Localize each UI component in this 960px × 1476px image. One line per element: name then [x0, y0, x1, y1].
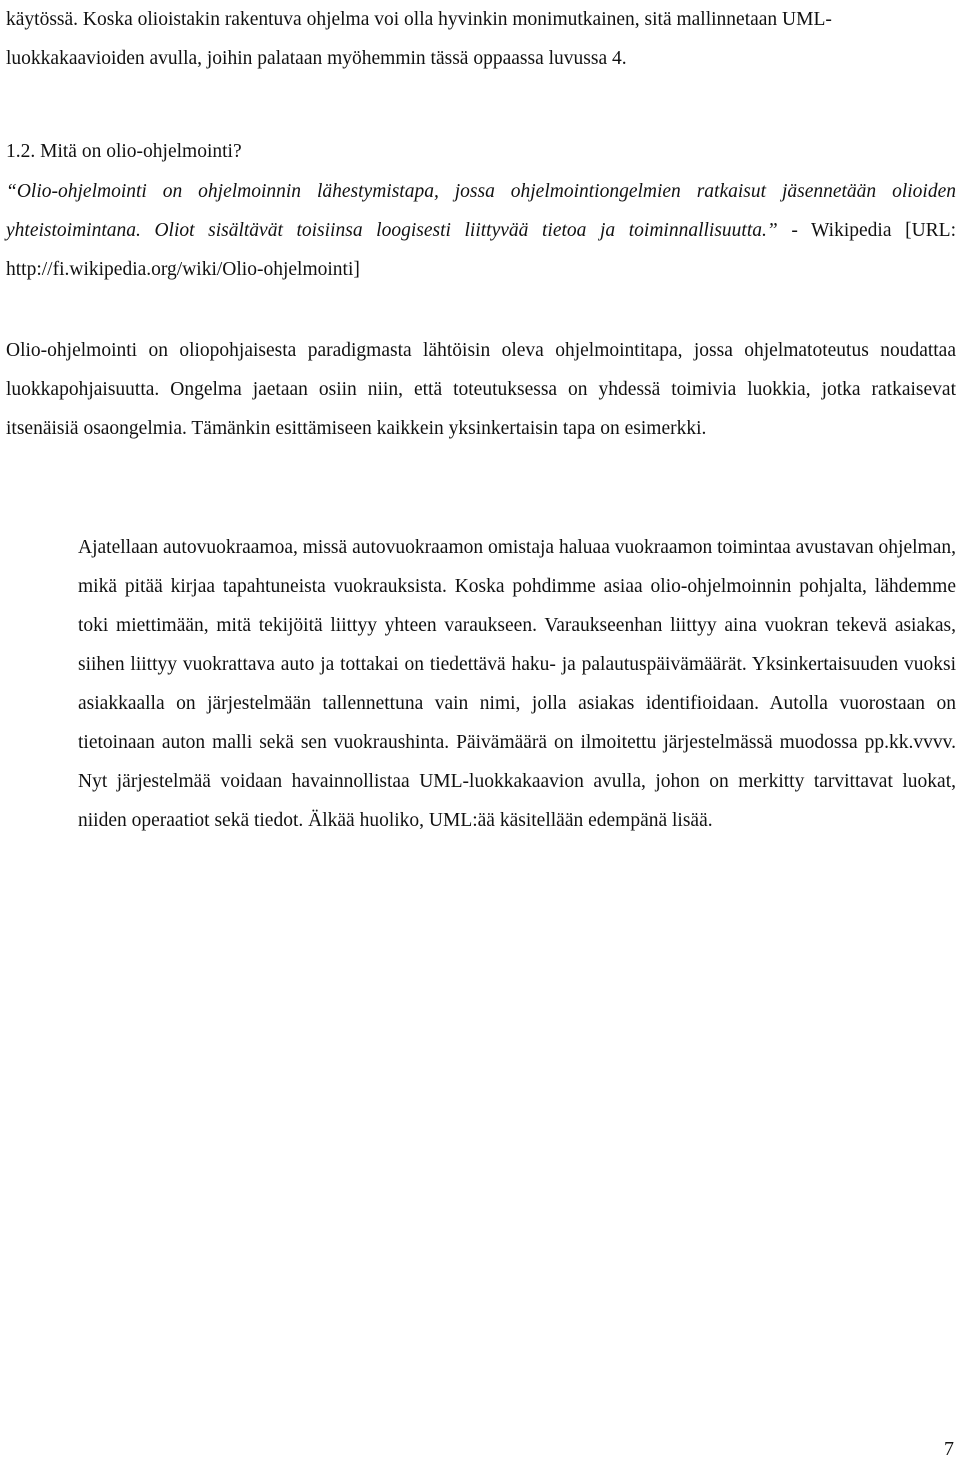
page-number: 7 [944, 1438, 954, 1460]
quote-source: - Wikipedia [URL: http://fi.wikipedia.org/wiki/Olio-ohjelmointi] [6, 220, 956, 280]
intro-paragraph: käytössä. Koska olioistakin rakentuva ohjelma voi olla hyvinkin monimutkainen, sitä mallinnetaan UML-luokkakaavioiden avulla, joihin palataan myöhemmin tässä oppaassa luvussa 4. [6, 9, 832, 69]
wikipedia-quote: “Olio-ohjelmointi on ohjelmoinnin lähestymistapa, jossa ohjelmointiongelmien ratkaisut jäsennetään olioiden yhteistoimintana. Oliot sisältävät toisiinsa loogisesti liittyvää tietoa ja toiminnallisuutta.” [6, 181, 956, 241]
oop-definition-paragraph: Olio-ohjelmointi on oliopohjaisesta paradigmasta lähtöisin oleva ohjelmointitapa, jossa ohjelmatoteutus noudattaa luokkapohjaisuutta. Ongelma jaetaan osiin niin, että toteutuksessa on yhdessä toimivia luokkia, jotka ratkaisevat itsenäisiä osaongelmia. Tämänkin esittämiseen kaikkein yksinkertaisin tapa on esimerkki. [6, 340, 956, 439]
car-rental-example-paragraph: Ajatellaan autovuokraamoa, missä autovuokraamon omistaja haluaa vuokraamon toimintaa avustavan ohjelman, mikä pitää kirjaa tapahtuneista vuokrauksista. Koska pohdimme asiaa olio-ohjelmoinnin pohjalta, lähdemme toki miettimään, mitä tekijöitä liittyy yhteen varaukseen. Varaukseenhan liittyy aina vuokran tekevä asiakas, siihen liittyy vuokrattava auto ja tottakai on tiedettävä haku- ja palautuspäivämäärät. Yksinkertaisuuden vuoksi asiakkaalla on järjestelmään tallennettuna vain nimi, jolla asiakas identifioidaan. Autolla vuorostaan on tietoinaan auton malli sekä sen vuokraushinta. Päivämäärä on ilmoitettu järjestelmässä muodossa pp.kk.vvvv. Nyt järjestelmää voidaan havainnollistaa UML-luokkakaavion avulla, johon on merkitty tarvittavat luokat, niiden operaatiot sekä tiedot. Älkää huoliko, UML:ää käsitellään edempänä lisää. [78, 537, 956, 831]
section-heading: 1.2. Mitä on olio-ohjelmointi? [6, 141, 242, 162]
wikipedia-quote-paragraph [6, 172, 956, 289]
